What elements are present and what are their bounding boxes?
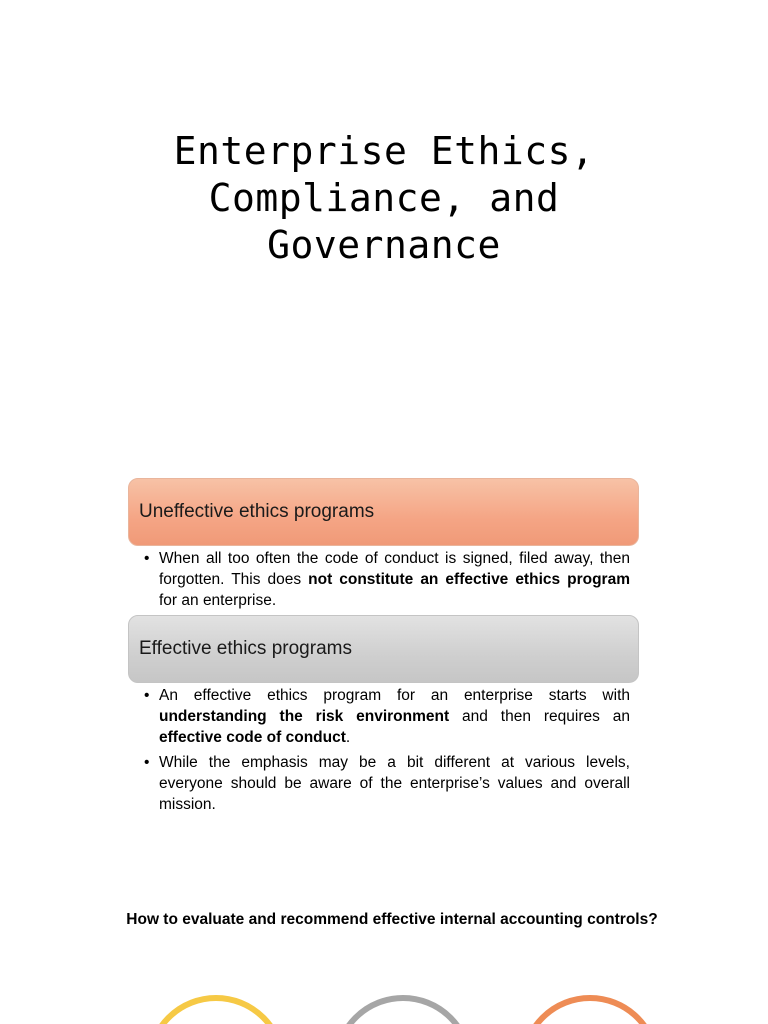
bullet-text: While the emphasis may be a bit different at various levels, everyone should be aware of the enterprise’s values and overall mission. <box>159 754 630 813</box>
bullet-emphasis: understanding the risk environment <box>159 708 450 725</box>
orange-circle <box>520 995 660 1024</box>
title-line-2: Compliance, and <box>208 176 560 220</box>
title-line-3: Governance <box>267 223 501 267</box>
section-heading: Uneffective ethics programs <box>139 501 375 522</box>
gray-circle <box>333 995 473 1024</box>
question-heading: How to evaluate and recommend effective internal accounting controls? <box>126 911 658 928</box>
list-item <box>144 685 630 748</box>
effective-programs-header <box>128 615 639 683</box>
bullet-text: An effective ethics program for an enterprise starts with <box>159 687 630 704</box>
bullet-text: for an enterprise. <box>159 592 277 609</box>
bullet-emphasis: effective code of conduct <box>159 729 346 746</box>
uneffective-programs-list <box>144 548 630 615</box>
bullet-emphasis: not constitute an effective ethics program <box>308 571 630 588</box>
bullet-text: . <box>345 729 351 746</box>
page-title <box>0 128 768 269</box>
section-heading: Effective ethics programs <box>139 638 352 659</box>
bullet-text: When all too often the code of conduct is signed, filed away, then forgotten. This does <box>159 550 630 588</box>
title-line-1: Enterprise Ethics, <box>173 129 595 173</box>
uneffective-programs-header <box>128 478 639 546</box>
list-item <box>144 548 630 611</box>
list-item <box>144 752 630 815</box>
yellow-circle <box>146 995 286 1024</box>
effective-programs-list <box>144 685 630 819</box>
bullet-text: and then requires an <box>449 708 630 725</box>
